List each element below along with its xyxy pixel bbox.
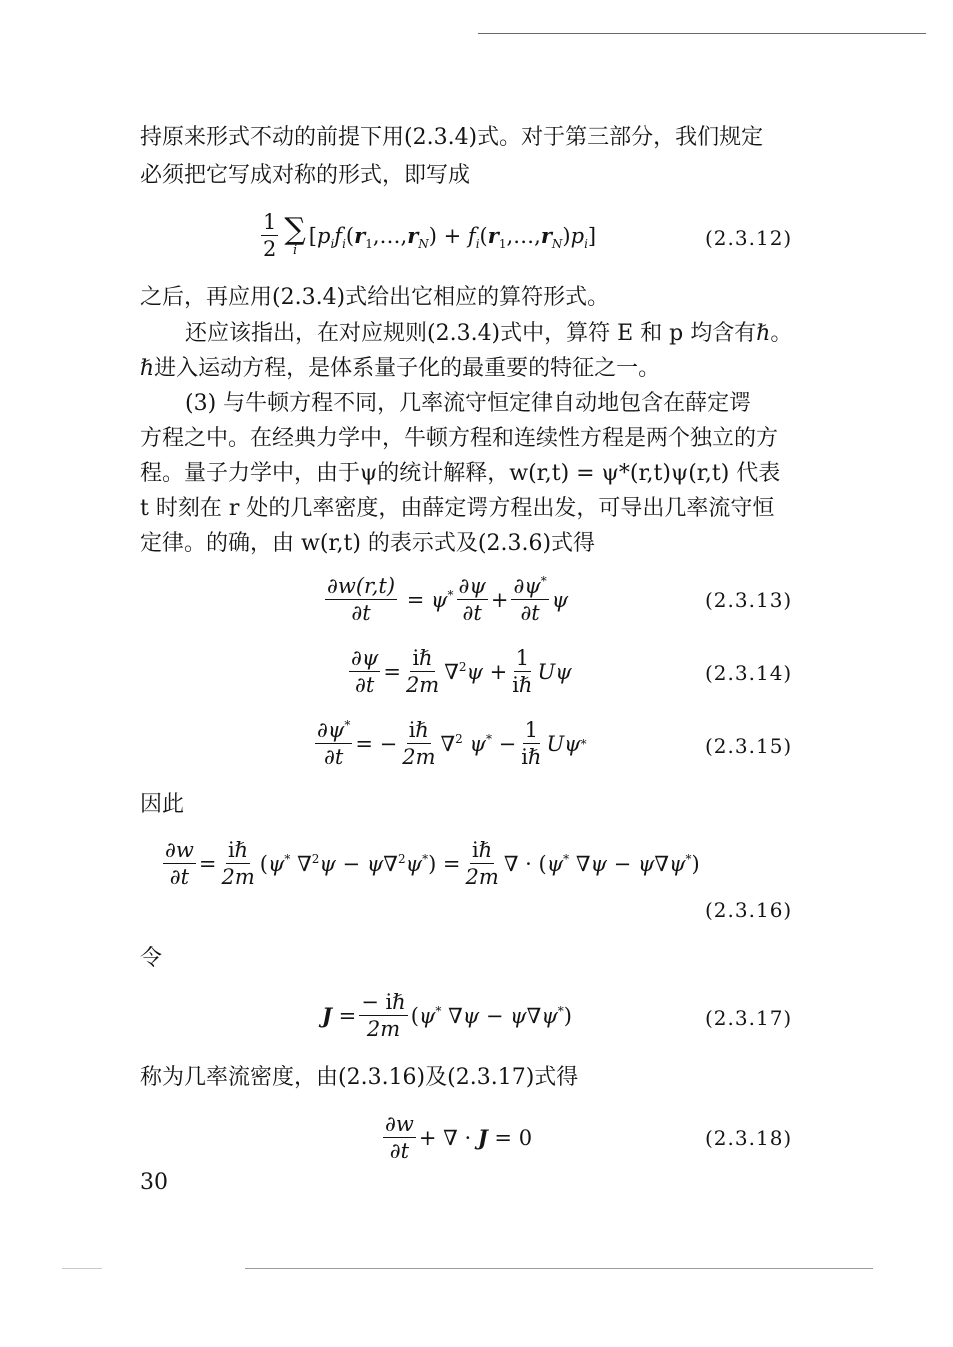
equation-2-3-15: $\frac{\partial\psi^*}{\partial t}$ = − $\frac{\text{iℏ}}{2m}$ ∇$^2$ ψ* − $\frac{1}{\text{iℏ}}$ Uψ * [317,718,587,769]
equation-2-3-18: $\frac{\partial w}{\partial t}$ + ∇ · J = 0 [385,1112,533,1163]
paragraph-line: 称为几率流密度，由(2.3.16)及(2.3.17)式得 [140,1065,579,1090]
eq13-denominator: ∂t [351,601,371,625]
paragraph-line: 定律。的确，由 w(r,t) 的表示式及(2.3.6)式得 [140,531,596,556]
paragraph-line: (3) 与牛顿方程不同，几率流守恒定律自动地包含在薛定谔 [185,391,752,416]
equation-number: (2.3.17) [705,1006,793,1030]
equation-number: (2.3.12) [705,226,793,250]
equation-2-3-12: $\frac{1}{2}$ ∑ i [$p_if_i(r_1,\dots,r_N)$ + $f_i(r_1,\dots,r_N)p_i$] [263,210,597,261]
bottom-rule [245,1268,873,1269]
equation-number: (2.3.14) [705,661,793,685]
paragraph-line: 持原来形式不动的前提下用(2.3.4)式。对于第三部分，我们规定 [140,125,764,150]
paragraph-line: 方程之中。在经典力学中，牛顿方程和连续性方程是两个独立的方 [140,426,779,451]
paragraph-line: 之后，再应用(2.3.4)式给出它相应的算符形式。 [140,285,610,310]
equation-2-3-13: $\frac{\partial w(r,t)}{\partial t}$ = ψ* $\frac{\partial\psi}{\partial t}$ + $\frac{\partial\psi^*}{\partial t}$ ψ [327,574,569,625]
text-yinci: 因此 [140,792,185,817]
equation-number: (2.3.16) [705,898,793,922]
equation-number: (2.3.15) [705,734,793,758]
equation-2-3-16: $\frac{\partial w}{\partial t}$ = $\frac{\text{iℏ}}{2m}$ (ψ* ∇$^2$ψ − ψ∇$^2$ψ*) = $\frac{\text{iℏ}}{2m}$ ∇ · (ψ* ∇ψ − ψ∇ψ*) [165,838,700,889]
paragraph-line: t 时刻在 r 处的几率密度，由薛定谔方程出发，可导出几率流守恒 [140,496,775,521]
paragraph-line: 必须把它写成对称的形式，即写成 [140,163,471,188]
paragraph-line: ℏ进入运动方程，是体系量子化的最重要的特征之一。 [140,356,661,381]
text-ling: 令 [140,946,163,971]
top-rule [478,33,926,34]
eq13-numerator: ∂w(r,t) [327,574,396,598]
page-number: 30 [140,1170,168,1195]
equation-number: (2.3.18) [705,1126,793,1150]
equation-2-3-14: $\frac{\partial\psi}{\partial t}$ = $\frac{\text{iℏ}}{2m}$ ∇$^2$ψ + $\frac{1}{\text{iℏ}}$ Uψ [351,646,572,697]
equation-number: (2.3.13) [705,588,793,612]
paragraph-line: 程。量子力学中，由于ψ的统计解释，w(r,t) = ψ*(r,t)ψ(r,t) 代表 [140,461,781,486]
paragraph-line: 还应该指出，在对应规则(2.3.4)式中，算符 E 和 p 均含有ℏ。 [185,321,793,346]
equation-2-3-17: J = $\frac{\text{− iℏ}}{2m}$ (ψ* ∇ψ − ψ∇ψ*) [322,990,572,1041]
bottom-rule-fragment [62,1268,102,1269]
